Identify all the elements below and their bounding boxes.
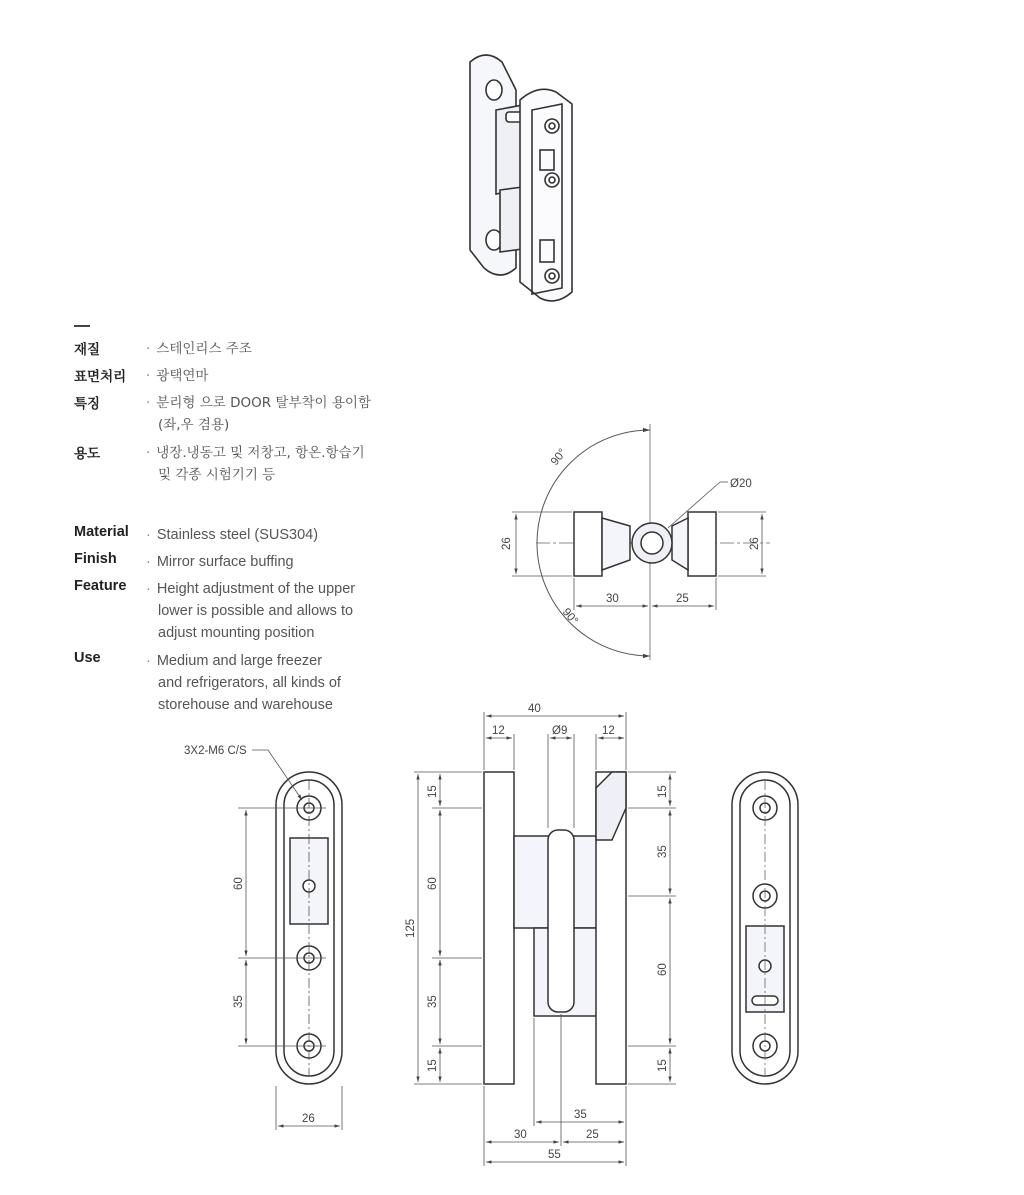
diameter-label: Ø20 (730, 478, 752, 490)
spec-en-finish: Finish · Mirror surface buffing (74, 551, 294, 573)
hinge-isometric-illustration (470, 55, 572, 301)
right-plate-label: 12 (602, 725, 615, 737)
top-view (501, 424, 770, 660)
spec-en-material: Material · Stainless steel (SUS304) (74, 524, 318, 546)
total-height-label: 125 (405, 918, 417, 938)
right-low-label: 60 (657, 963, 669, 976)
front-view (405, 703, 676, 1166)
spec-label: 재질 (74, 342, 101, 358)
left-width-label: 26 (302, 1113, 315, 1125)
spec-label: 특징 (74, 396, 101, 412)
spec-label: 용도 (74, 446, 101, 462)
spec-ko-feature: 특징 · 분리형 으로 DOOR 탈부착이 용이함 (좌,우 겸용) (74, 392, 371, 436)
spec-en-feature: Feature · Height adjustment of the upper lower is possible and allows to adjust mounting position (74, 578, 355, 644)
spec-ko-material: 재질 · 스테인리스 주조 (74, 338, 252, 360)
bottom-30-label: 30 (514, 1129, 527, 1141)
spec-ko-use: 용도 · 냉장.냉동고 및 저창고, 항온.항습기 및 각종 시험기기 등 (74, 442, 365, 486)
bottom-55-label: 55 (548, 1149, 561, 1161)
bottom-25-label: 25 (586, 1129, 599, 1141)
spec-label: Finish (74, 551, 117, 567)
dim-low-label: 35 (427, 995, 439, 1008)
left-dim-lower-label: 35 (233, 995, 245, 1008)
dim-top-label: 15 (427, 785, 439, 798)
spec-label: 표면처리 (74, 369, 127, 385)
left-dim-upper-label: 60 (233, 877, 245, 890)
dim-mid-label: 60 (427, 877, 439, 890)
spec-en-use: Use · Medium and large freezer and refrigerators, all kinds of storehouse and warehouse (74, 650, 341, 716)
left-plate-label: 12 (492, 725, 505, 737)
spec-label: Material (74, 524, 129, 540)
dim-bottom-label: 15 (427, 1059, 439, 1072)
top-angle-label: 90° (548, 446, 570, 468)
height-left-label: 26 (501, 537, 513, 550)
right-bottom-label: 15 (657, 1059, 669, 1072)
section-divider (74, 325, 90, 327)
spec-label: Feature (74, 578, 127, 594)
right-plate-view (732, 772, 798, 1084)
spec-label: Use (74, 650, 101, 666)
right-mid-label: 35 (657, 845, 669, 858)
pin-diameter-label: Ø9 (552, 725, 568, 737)
width-left-label: 30 (606, 593, 619, 605)
width-right-label: 25 (676, 593, 689, 605)
right-top-label: 15 (657, 785, 669, 798)
left-plate-view (184, 745, 342, 1130)
height-right-label: 26 (749, 537, 761, 550)
bottom-35-label: 35 (574, 1109, 587, 1121)
spec-ko-finish: 표면처리 · 광택연마 (74, 365, 208, 387)
overall-width-label: 40 (528, 703, 541, 715)
hole-callout-label: 3X2-M6 C/S (184, 745, 247, 757)
bottom-angle-label: 90° (559, 606, 581, 628)
